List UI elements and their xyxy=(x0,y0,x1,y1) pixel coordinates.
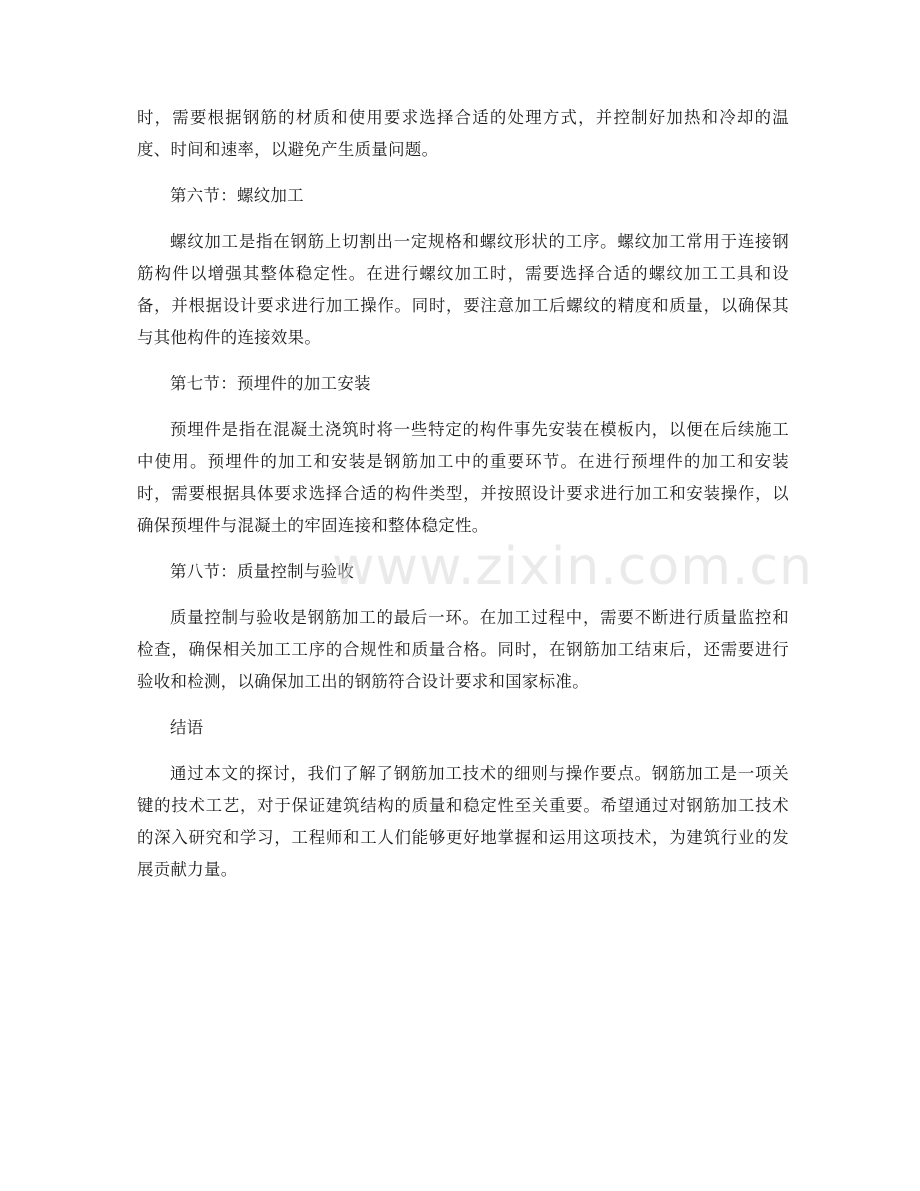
section-heading-thread-processing: 第六节：螺纹加工 xyxy=(170,186,304,205)
paragraph-embedded-parts: 预埋件是指在混凝土浇筑时将一些特定的构件事先安装在模板内，以便在后续施工中使用。预埋件的加工和安装是钢筋加工中的重要环节。在进行预埋件的加工和安装时，需要根据具体要求选择合适的构件类型，并按照设计要求进行加工和安装操作，以确保预埋件与混凝土的牢固连接和整体稳定性。 xyxy=(137,420,789,535)
section-heading-quality-control: 第八节：质量控制与验收 xyxy=(170,562,355,581)
paragraph-thread-processing: 螺纹加工是指在钢筋上切割出一定规格和螺纹形状的工序。螺纹加工常用于连接钢筋构件以增强其整体稳定性。在进行螺纹加工时，需要选择合适的螺纹加工工具和设备，并根据设计要求进行加工操作。同时，要注意加工后螺纹的精度和质量，以确保其与其他构件的连接效果。 xyxy=(137,232,789,347)
paragraph-heat-treatment-end: 时，需要根据钢筋的材质和使用要求选择合适的处理方式，并控制好加热和冷却的温度、时间和速率，以避免产生质量问题。 xyxy=(137,108,789,159)
paragraph-quality-control: 质量控制与验收是钢筋加工的最后一环。在加工过程中，需要不断进行质量监控和检查，确保相关加工工序的合规性和质量合格。同时，在钢筋加工结束后，还需要进行验收和检测，以确保加工出的钢筋符合设计要求和国家标准。 xyxy=(137,608,789,691)
paragraph-conclusion: 通过本文的探讨，我们了解了钢筋加工技术的细则与操作要点。钢筋加工是一项关键的技术工艺，对于保证建筑结构的质量和稳定性至关重要。希望通过对钢筋加工技术的深入研究和学习，工程师和工人们能够更好地掌握和运用这项技术，为建筑行业的发展贡献力量。 xyxy=(137,764,789,879)
watermark: www.zixin.com.cn xyxy=(332,537,813,597)
document-page xyxy=(137,102,789,886)
section-heading-conclusion: 结语 xyxy=(170,718,204,737)
section-heading-embedded-parts: 第七节：预埋件的加工安装 xyxy=(170,374,371,393)
